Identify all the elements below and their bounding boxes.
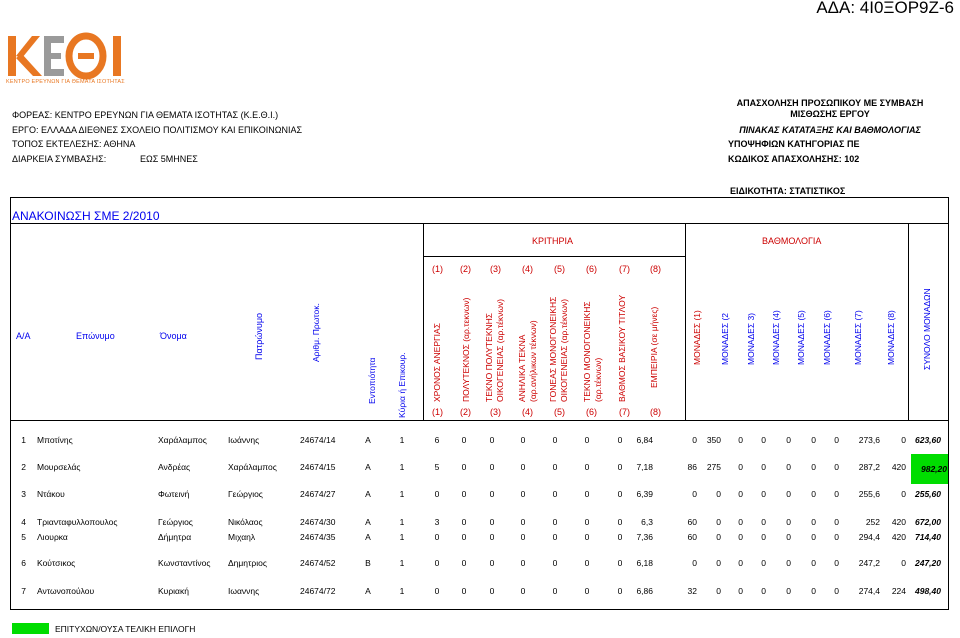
- cell-c4: 0: [489, 435, 495, 445]
- criterion-number-8: (8): [650, 264, 661, 274]
- cell-m1: 0: [716, 532, 721, 542]
- header-organization: ΦΟΡΕΑΣ: ΚΕΝΤΡΟ ΕΡΕΥΝΩΝ ΓΙΑ ΘΕΜΑΤΑ ΙΣΟΤΗΤΑΣ (Κ.Ε.Θ.Ι.): [12, 110, 279, 120]
- cell-surname: Τριανταφυλλοπουλος: [37, 517, 118, 527]
- cell-protocol: 24674/52: [300, 558, 336, 568]
- cell-c6: 0: [552, 558, 558, 568]
- cell-aa: 2: [21, 462, 26, 472]
- cell-father: Ιωαννης: [228, 586, 260, 596]
- cell-c8: 0: [617, 435, 623, 445]
- header-employment: ΑΠΑΣΧΟΛΗΣΗ ΠΡΟΣΩΠΙΚΟΥ ΜΕ ΣΥΜΒΑΣΗ: [736, 98, 924, 108]
- criterion-number-1: (1): [432, 264, 443, 274]
- criterion-number-2-bottom: (2): [460, 407, 471, 417]
- cell-surname: Λιουρκα: [37, 532, 68, 542]
- cell-c4: 0: [489, 586, 495, 596]
- criterion-number-4-bottom: (4): [522, 407, 533, 417]
- cell-m5: 0: [811, 435, 816, 445]
- cell-m1: 0: [716, 558, 721, 568]
- col-c5-line1: ΓΟΝΕΑΣ ΜΟΝΟΓΟΝΕΙΚΗΣ: [548, 296, 558, 402]
- cell-c7: 0: [584, 435, 590, 445]
- cell-surname: Αντωνοπούλου: [37, 586, 95, 596]
- col-c6-line2: (αρ.τέκνων): [593, 357, 603, 402]
- cell-m5: 0: [811, 586, 816, 596]
- cell-c2: 3: [434, 517, 440, 527]
- col-surname: Επώνυμο: [76, 331, 115, 341]
- header-duration-value: ΕΩΣ 5ΜΗΝΕΣ: [140, 154, 198, 164]
- cell-c8: 0: [617, 532, 623, 542]
- scoring-title: ΒΑΘΜΟΛΟΓΙΑ: [762, 236, 822, 246]
- cell-m7: 247,2: [858, 558, 880, 568]
- cell-m2: 0: [738, 558, 743, 568]
- cell-c3: 0: [461, 489, 467, 499]
- cell-m8: 420: [891, 462, 906, 472]
- cell-c3: 0: [461, 435, 467, 445]
- header-category: ΥΠΟΨΗΦΙΩΝ ΚΑΤΗΓΟΡΙΑΣ ΠΕ: [728, 139, 860, 149]
- cell-c5: 0: [520, 489, 526, 499]
- cell-protocol: 24674/14: [300, 435, 336, 445]
- cell-total: 714,40: [915, 532, 941, 542]
- cell-father: Γεώργιος: [228, 489, 263, 499]
- table-row: [0, 532, 960, 546]
- cell-m8: 0: [901, 435, 906, 445]
- header-code: ΚΩΔΙΚΟΣ ΑΠΑΣΧΟΛΗΣΗΣ: 102: [728, 154, 860, 164]
- col-c4-line1: ΑΝΗΛΙΚΑ ΤΕΚΝΑ: [517, 334, 527, 402]
- cell-c3: 0: [461, 558, 467, 568]
- cell-exp: 0: [692, 558, 697, 568]
- kethi-logo-graphic: [6, 26, 136, 84]
- col-c3-line2: ΟΙΚΟΓΕΝΕΙΑΣ (αρ.τέκνων): [495, 298, 505, 402]
- cell-c8: 0: [617, 517, 623, 527]
- cell-c6: 0: [552, 586, 558, 596]
- col-location: Εντοπιότητα: [367, 357, 377, 404]
- cell-c1: 1: [399, 532, 405, 542]
- col-c7: ΒΑΘΜΟΣ ΒΑΣΙΚΟΥ ΤΙΤΛΟΥ: [617, 294, 627, 402]
- header-specialty: ΕΙΔΙΚΟΤΗΤΑ: ΣΤΑΤΙΣΤΙΚΟΣ: [730, 186, 846, 196]
- cell-father: Νικόλαος: [228, 517, 263, 527]
- cell-c7: 0: [584, 586, 590, 596]
- cell-m5: 0: [811, 489, 816, 499]
- cell-m1: 0: [716, 517, 721, 527]
- cell-c1: 1: [399, 489, 405, 499]
- criterion-number-4: (4): [522, 264, 533, 274]
- cell-m2: 0: [738, 532, 743, 542]
- cell-father: Μιχαηλ: [228, 532, 256, 542]
- cell-m7: 287,2: [858, 462, 880, 472]
- cell-c1: 1: [399, 517, 405, 527]
- col-m7: ΜΟΝΑΔΕΣ (7): [853, 310, 863, 365]
- col-main-sub: Κύρια ή Επικουρ.: [397, 352, 407, 418]
- cell-c6: 0: [552, 435, 558, 445]
- col-c1: ΧΡΟΝΟΣ ΑΝΕΡΓΙΑΣ: [432, 323, 442, 402]
- table-frame: [10, 197, 949, 610]
- cell-main: Α: [365, 517, 371, 527]
- cell-c7: 0: [584, 558, 590, 568]
- col-c3-line1: ΤΕΚΝΟ ΠΟΛΥΤΕΚΝΗΣ: [484, 312, 494, 402]
- cell-main: Β: [365, 558, 371, 568]
- cell-total: 672,00: [915, 517, 941, 527]
- col-m5: ΜΟΝΑΔΕΣ (5): [796, 310, 806, 365]
- cell-m7: 294,4: [858, 532, 880, 542]
- ada-code: ΑΔΑ: 4Ι0ΞΟΡ9Ζ-6: [816, 0, 954, 17]
- cell-c8: 0: [617, 586, 623, 596]
- cell-m1: 0: [716, 489, 721, 499]
- cell-name: Κυριακή: [158, 586, 189, 596]
- grid-line: [685, 223, 686, 420]
- cell-m6: 0: [834, 489, 839, 499]
- cell-m6: 0: [834, 462, 839, 472]
- table-row: [0, 489, 960, 503]
- cell-m3: 0: [761, 558, 766, 568]
- cell-m2: 0: [738, 489, 743, 499]
- criterion-number-5: (5): [554, 264, 565, 274]
- cell-grade: 7,18: [636, 462, 653, 472]
- col-name: Όνομα: [160, 331, 187, 341]
- cell-protocol: 24674/72: [300, 586, 336, 596]
- cell-m6: 0: [834, 558, 839, 568]
- cell-aa: 1: [21, 435, 26, 445]
- col-total: ΣΥΝΟΛΟ ΜΟΝΑΔΩΝ: [922, 288, 932, 370]
- cell-main: Α: [365, 489, 371, 499]
- cell-m1: 350: [706, 435, 721, 445]
- cell-m6: 0: [834, 435, 839, 445]
- cell-father: Χαράλαμπος: [228, 462, 277, 472]
- cell-c4: 0: [489, 517, 495, 527]
- cell-m4: 0: [786, 517, 791, 527]
- cell-m8: 0: [901, 558, 906, 568]
- cell-m4: 0: [786, 489, 791, 499]
- cell-main: Α: [365, 532, 371, 542]
- cell-exp: 0: [692, 489, 697, 499]
- cell-m8: 420: [891, 517, 906, 527]
- criterion-number-5-bottom: (5): [554, 407, 565, 417]
- cell-name: Κωνσταντίνος: [158, 558, 211, 568]
- criterion-number-6: (6): [586, 264, 597, 274]
- grid-line: [423, 223, 424, 420]
- cell-c2: 0: [434, 489, 440, 499]
- cell-surname: Ντάκου: [37, 489, 65, 499]
- cell-name: Χαράλαμπος: [158, 435, 207, 445]
- criterion-number-6-bottom: (6): [586, 407, 597, 417]
- cell-c5: 0: [520, 532, 526, 542]
- cell-m5: 0: [811, 558, 816, 568]
- cell-m3: 0: [761, 489, 766, 499]
- header-location: ΤΟΠΟΣ ΕΚΤΕΛΕΣΗΣ: ΑΘΗΝΑ: [12, 139, 136, 149]
- criterion-number-3-bottom: (3): [490, 407, 501, 417]
- cell-c2: 0: [434, 532, 440, 542]
- legend-swatch: [12, 623, 49, 634]
- cell-protocol: 24674/27: [300, 489, 336, 499]
- cell-m5: 0: [811, 462, 816, 472]
- logo-subtitle: ΚΕΝΤΡΟ ΕΡΕΥΝΩΝ ΓΙΑ ΘΕΜΑΤΑ ΙΣΟΤΗΤΑΣ: [6, 79, 125, 85]
- cell-surname: Κούτσικος: [37, 558, 76, 568]
- header-table-title: ΠΙΝΑΚΑΣ ΚΑΤΑΤΑΞΗΣ ΚΑΙ ΒΑΘΜΟΛΟΓΙΑΣ: [739, 125, 921, 135]
- col-c2: ΠΟΛΥΤΕΚΝΟΣ (αρ.τεκνων): [461, 297, 471, 402]
- cell-c6: 0: [552, 489, 558, 499]
- cell-m1: 275: [706, 462, 721, 472]
- col-m2: ΜΟΝΑΔΕΣ (2: [720, 312, 730, 365]
- cell-c2: 5: [434, 462, 440, 472]
- cell-c5: 0: [520, 517, 526, 527]
- col-protocol: Αριθμ. Πρωτοκ.: [311, 303, 321, 362]
- cell-c5: 0: [520, 558, 526, 568]
- cell-m5: 0: [811, 517, 816, 527]
- cell-m7: 255,6: [858, 489, 880, 499]
- cell-exp: 32: [687, 586, 697, 596]
- header-project: ΕΡΓΟ: ΕΛΛΑΔΑ ΔΙΕΘΝΕΣ ΣΧΟΛΕΙΟ ΠΟΛΙΤΙΣΜΟΥ ΚΑΙ ΕΠΙΚΟΙΝΩΝΙΑΣ: [12, 125, 303, 135]
- criterion-number-2: (2): [460, 264, 471, 274]
- cell-m4: 0: [786, 532, 791, 542]
- cell-m3: 0: [761, 517, 766, 527]
- cell-m6: 0: [834, 517, 839, 527]
- cell-total: 982,20: [911, 454, 948, 484]
- cell-m3: 0: [761, 462, 766, 472]
- header-contract: ΜΙΣΘΩΣΗΣ ΕΡΓΟΥ: [790, 109, 870, 119]
- grid-line: [10, 420, 948, 421]
- cell-m4: 0: [786, 558, 791, 568]
- cell-name: Φωτεινή: [158, 489, 190, 499]
- cell-total: 255,60: [915, 489, 941, 499]
- cell-name: Δήμητρα: [158, 532, 192, 542]
- criterion-number-7: (7): [619, 264, 630, 274]
- cell-c4: 0: [489, 532, 495, 542]
- col-m1: ΜΟΝΑΔΕΣ (1): [692, 310, 702, 365]
- cell-main: Α: [365, 586, 371, 596]
- cell-exp: 60: [687, 532, 697, 542]
- col-m6: ΜΟΝΑΔΕΣ (6): [822, 310, 832, 365]
- cell-m6: 0: [834, 532, 839, 542]
- cell-father: Δημητριος: [228, 558, 267, 568]
- criteria-title: ΚΡΙΤΗΡΙΑ: [532, 236, 574, 246]
- cell-name: Ανδρέας: [158, 462, 191, 472]
- cell-m1: 0: [716, 586, 721, 596]
- cell-c4: 0: [489, 558, 495, 568]
- cell-main: Α: [365, 462, 371, 472]
- cell-c7: 0: [584, 517, 590, 527]
- cell-total: 498,40: [915, 586, 941, 596]
- cell-grade: 6,84: [636, 435, 653, 445]
- col-m3: ΜΟΝΑΔΕΣ 3): [746, 312, 756, 365]
- cell-c1: 1: [399, 586, 405, 596]
- cell-c3: 0: [461, 462, 467, 472]
- criterion-number-1-bottom: (1): [432, 407, 443, 417]
- cell-c6: 0: [552, 517, 558, 527]
- header-duration-label: ΔΙΑΡΚΕΙΑ ΣΥΜΒΑΣΗΣ:: [12, 154, 107, 164]
- legend-label: ΕΠΙΤΥΧΩΝ/ΟΥΣΑ ΤΕΛΙΚΗ ΕΠΙΛΟΓΗ: [55, 624, 196, 634]
- col-c4-line2: (αρ.ανήλικων τέκνων): [528, 320, 538, 402]
- col-father: Πατρώνυμο: [254, 312, 264, 360]
- announcement-title: ΑΝΑΚΟΙΝΩΣΗ ΣΜΕ 2/2010: [12, 209, 160, 223]
- grid-line: [908, 223, 909, 420]
- cell-m8: 420: [891, 532, 906, 542]
- cell-grade: 6,39: [636, 489, 653, 499]
- cell-m7: 252: [865, 517, 880, 527]
- cell-c6: 0: [552, 462, 558, 472]
- table-row: [0, 517, 960, 531]
- cell-m8: 224: [891, 586, 906, 596]
- cell-m3: 0: [761, 435, 766, 445]
- cell-protocol: 24674/35: [300, 532, 336, 542]
- table-row: [0, 435, 960, 449]
- cell-father: Ιωάννης: [228, 435, 260, 445]
- cell-aa: 4: [21, 517, 26, 527]
- cell-m4: 0: [786, 586, 791, 596]
- cell-main: Α: [365, 435, 371, 445]
- cell-c1: 1: [399, 558, 405, 568]
- criterion-number-8-bottom: (8): [650, 407, 661, 417]
- col-m8: ΜΟΝΑΔΕΣ (8): [886, 310, 896, 365]
- cell-aa: 5: [21, 532, 26, 542]
- cell-c8: 0: [617, 489, 623, 499]
- cell-name: Γεώργιος: [158, 517, 193, 527]
- cell-m4: 0: [786, 435, 791, 445]
- cell-m4: 0: [786, 462, 791, 472]
- cell-m5: 0: [811, 532, 816, 542]
- cell-c7: 0: [584, 532, 590, 542]
- cell-m3: 0: [761, 532, 766, 542]
- cell-c5: 0: [520, 462, 526, 472]
- cell-m2: 0: [738, 462, 743, 472]
- cell-c3: 0: [461, 517, 467, 527]
- grid-line: [10, 223, 948, 224]
- kethi-logo: [6, 26, 136, 84]
- cell-c3: 0: [461, 532, 467, 542]
- col-m4: ΜΟΝΑΔΕΣ (4): [771, 310, 781, 365]
- cell-m3: 0: [761, 586, 766, 596]
- cell-exp: 86: [687, 462, 697, 472]
- cell-aa: 7: [21, 586, 26, 596]
- cell-grade: 6,18: [636, 558, 653, 568]
- cell-aa: 3: [21, 489, 26, 499]
- col-c8: ΕΜΠΕΙΡΙΑ (σε μήνες): [649, 306, 659, 388]
- grid-line: [423, 256, 685, 257]
- cell-grade: 6,3: [641, 517, 653, 527]
- cell-surname: Μποτίνης: [37, 435, 73, 445]
- cell-c7: 0: [584, 489, 590, 499]
- cell-m2: 0: [738, 517, 743, 527]
- table-row: [0, 462, 960, 476]
- cell-c5: 0: [520, 435, 526, 445]
- cell-c3: 0: [461, 586, 467, 596]
- table-row: [0, 586, 960, 600]
- cell-aa: 6: [21, 558, 26, 568]
- criterion-number-7-bottom: (7): [619, 407, 630, 417]
- cell-protocol: 24674/15: [300, 462, 336, 472]
- col-aa: Α/Α: [16, 331, 31, 341]
- cell-c7: 0: [584, 462, 590, 472]
- cell-m2: 0: [738, 435, 743, 445]
- cell-m8: 0: [901, 489, 906, 499]
- cell-c1: 1: [399, 462, 405, 472]
- cell-c4: 0: [489, 462, 495, 472]
- cell-c1: 1: [399, 435, 405, 445]
- cell-total: 247,20: [915, 558, 941, 568]
- cell-m2: 0: [738, 586, 743, 596]
- cell-c2: 0: [434, 586, 440, 596]
- cell-m6: 0: [834, 586, 839, 596]
- cell-exp: 0: [692, 435, 697, 445]
- cell-c8: 0: [617, 558, 623, 568]
- col-c5-line2: ΟΙΚΟΓΕΝΕΙΑΣ (αρ.τέκνων): [559, 298, 569, 402]
- cell-surname: Μουρσελάς: [37, 462, 81, 472]
- table-row: [0, 558, 960, 572]
- cell-m7: 273,6: [858, 435, 880, 445]
- cell-c5: 0: [520, 586, 526, 596]
- cell-protocol: 24674/30: [300, 517, 336, 527]
- cell-exp: 60: [687, 517, 697, 527]
- cell-c2: 0: [434, 558, 440, 568]
- cell-m7: 274,4: [858, 586, 880, 596]
- cell-c2: 6: [434, 435, 440, 445]
- cell-c6: 0: [552, 532, 558, 542]
- cell-c4: 0: [489, 489, 495, 499]
- col-c6-line1: ΤΕΚΝΟ ΜΟΝΟΓΟΝΕΙΚΗΣ: [582, 301, 592, 402]
- cell-grade: 6,86: [636, 586, 653, 596]
- cell-grade: 7,36: [636, 532, 653, 542]
- cell-c8: 0: [617, 462, 623, 472]
- criterion-number-3: (3): [490, 264, 501, 274]
- cell-total: 623,60: [915, 435, 941, 445]
